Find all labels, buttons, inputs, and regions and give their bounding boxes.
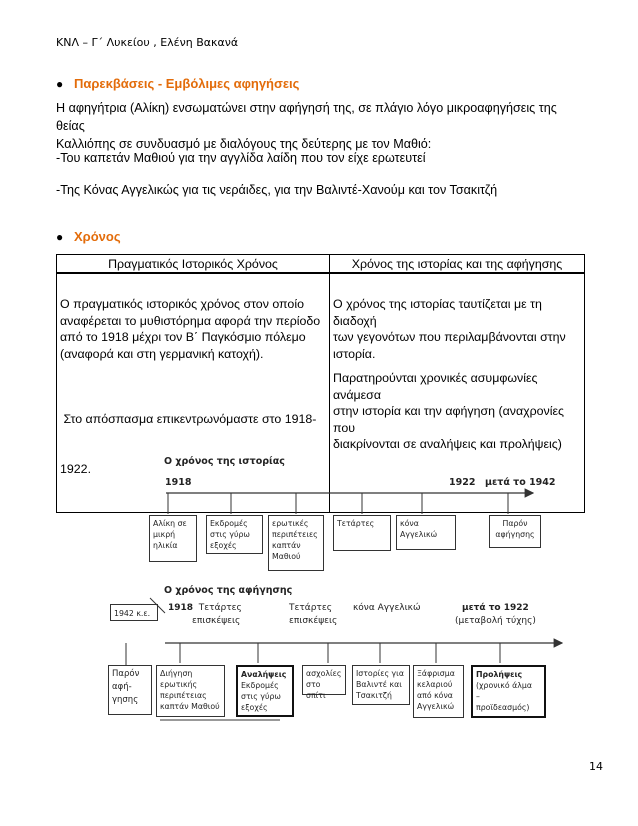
- story-box-kona: κόνα Αγγελικώ: [396, 515, 456, 550]
- narration-ticks: [126, 643, 500, 666]
- narration-label-visits-1: επισκέψεις: [192, 616, 241, 626]
- paragraph-captain: -Του καπετάν Μαθιού για την αγγλίδα λαίδη που τον είχε ερωτευτεί: [56, 151, 426, 165]
- story-box-alice-child: Αλίκη σε μικρή ηλικία: [149, 515, 197, 562]
- timeline-label-1918: 1918: [165, 477, 192, 488]
- page-header: ΚΝΛ – Γ΄ Λυκείου , Ελένη Βακανά: [56, 36, 239, 49]
- narration-label-kona: κόνα Αγγελικώ: [353, 603, 421, 613]
- timeline-label-1922: 1922: [449, 477, 476, 488]
- cell-text: Ο πραγματικός ιστορικός χρόνος στον οποίο αναφέρεται το μυθιστόρημα αφορά την περίοδο από το 1918 μέχρι τον Β΄ Παγκόσμιο πόλεμο (αναφορά και στη γερμανική κατοχή).: [60, 297, 321, 361]
- story-ticks: [168, 493, 508, 514]
- narration-label-after: μετά το 1922: [462, 603, 529, 613]
- narration-box-captain-story: Διήγηση ερωτικής περιπέτειας καπτάν Μαθιού: [156, 665, 225, 717]
- bullet-icon: ●: [56, 77, 64, 91]
- narration-label-wed-2: Τετάρτες: [289, 603, 332, 613]
- narration-label-change: (μεταβολή τύχης): [455, 616, 536, 626]
- section-title: Χρόνος: [74, 229, 121, 244]
- diagram-story-title: Ο χρόνος της ιστορίας: [164, 456, 285, 467]
- story-box-present: Παρόν αφήγησης: [489, 515, 541, 548]
- narration-box-prolepsis: Προλήψεις (χρονικό άλμα – προϊδεασμός): [471, 665, 546, 718]
- narration-box-house-chores: ασχολίες στο σπίτι: [302, 665, 346, 695]
- story-box-excursions: Εκδρομές στις γύρω εξοχές: [206, 515, 263, 554]
- narration-box-cellar: Ξάφρισμα κελαριού από κόνα Αγγελικώ: [413, 665, 464, 718]
- table-header: Χρόνος της ιστορίας και της αφήγησης: [330, 255, 585, 274]
- cell-text: Παρατηρούνται χρονικές ασυμφωνίες ανάμεσα στην ιστορία και την αφήγηση (αναχρονίες που διακρίνονται σε αναλήψεις και προλήψεις): [333, 371, 565, 451]
- bullet-icon: ●: [56, 230, 64, 244]
- narration-box-valide-stories: Ιστορίες για Βαλιντέ και Τσακιτζή: [352, 665, 410, 705]
- narration-label-1918: 1918 Τετάρτες: [168, 603, 242, 613]
- text-line: Καλλιόπης σε συνδυασμό με διαλόγους της δεύτερης με τον Μαθιό:: [56, 137, 432, 151]
- story-box-romance: ερωτικές περιπέτειες καπτάν Μαθιού: [268, 515, 324, 571]
- page-number: 14: [589, 760, 603, 773]
- diagram-narration-title: Ο χρόνος της αφήγησης: [164, 585, 293, 596]
- story-box-wednesdays: Τετάρτες: [333, 515, 391, 551]
- narration-label-visits-2: επισκέψεις: [289, 616, 338, 626]
- narration-start-box: 1942 κ.ε.: [110, 604, 158, 621]
- cell-text: Στο απόσπασμα επικεντρωνόμαστε στο 1918- 1922.: [60, 412, 317, 476]
- timeline-label-after: μετά το 1942: [485, 477, 556, 488]
- cell-text: Ο χρόνος της ιστορίας ταυτίζεται με τη διαδοχή των γεγονότων που περιλαμβάνονται στην ιστορία.: [333, 297, 566, 361]
- section-title: Παρεκβάσεις - Εμβόλιμες αφηγήσεις: [74, 76, 300, 91]
- text-line: Η αφηγήτρια (Αλίκη) ενσωματώνει στην αφήγησή της, σε πλάγιο λόγο μικροαφηγήσεις της θείας: [56, 101, 557, 133]
- narration-box-present: Παρόν αφή- γησης: [108, 665, 152, 715]
- paragraph-kona: -Της Κόνας Αγγελικώς για τις νεράιδες, για την Βαλιντέ-Χανούμ και τον Τσακιτζή: [56, 183, 498, 197]
- table-header: Πραγματικός Ιστορικός Χρόνος: [57, 255, 330, 274]
- narration-box-analepsis: Αναλήψεις Εκδρομές στις γύρω εξοχές: [236, 665, 294, 717]
